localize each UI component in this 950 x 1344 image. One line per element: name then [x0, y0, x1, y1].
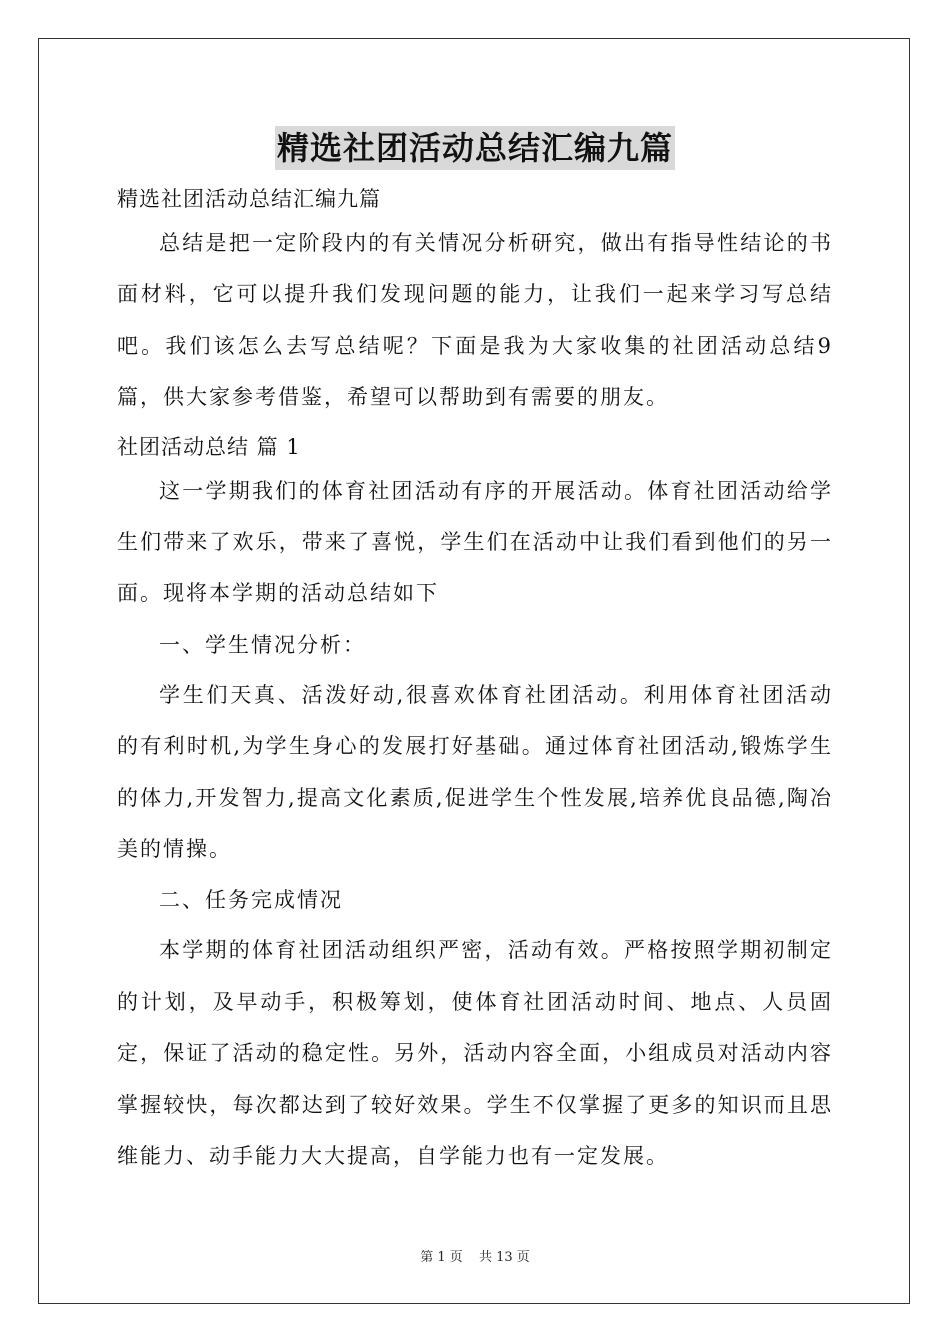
paragraph-3: 本学期的体育社团活动组织严密，活动有效。严格按照学期初制定的计划，及早动手，积极筹划，使体育社团活动时间、地点、人员固定，保证了活动的稳定性。另外，活动内容全面，小组成员对活动内容掌握较快，每次都达到了较好效果。学生不仅掌握了更多的知识而且思维能力、动手能力大大提高，自学能力也有一定发展。 [117, 938, 833, 1169]
document-subtitle: 精选社团活动总结汇编九篇 [117, 187, 381, 211]
subheading-student-analysis: 一、学生情况分析： [159, 632, 366, 657]
title-container [0, 126, 950, 170]
section-heading: 社团活动总结 篇 1 [117, 434, 301, 459]
subheading-task-completion: 二、任务完成情况 [159, 888, 343, 913]
paragraph-2: 学生们天真、活泼好动,很喜欢体育社团活动。利用体育社团活动的有利时机,为学生身心的发展打好基础。通过体育社团活动,锻炼学生的体力,开发智力,提高文化素质,促进学生个性发展,培养优良品德,陶冶美的情操。 [117, 682, 833, 862]
paragraph-1: 这一学期我们的体育社团活动有序的开展活动。体育社团活动给学生们带来了欢乐，带来了喜悦，学生们在活动中让我们看到他们的另一面。现将本学期的活动总结如下 [117, 478, 833, 606]
intro-paragraph: 总结是把一定阶段内的有关情况分析研究，做出有指导性结论的书面材料，它可以提升我们发现问题的能力，让我们一起来学习写总结吧。我们该怎么去写总结呢？下面是我为大家收集的社团活动总结9篇，供大家参考借鉴，希望可以帮助到有需要的朋友。 [117, 231, 833, 410]
page-number: 第 1 页 [420, 1250, 463, 1265]
document-body [117, 180, 833, 1183]
page-footer [0, 1246, 950, 1265]
page-total: 共 13 页 [478, 1250, 530, 1265]
document-title: 精选社团活动总结汇编九篇 [275, 126, 675, 170]
